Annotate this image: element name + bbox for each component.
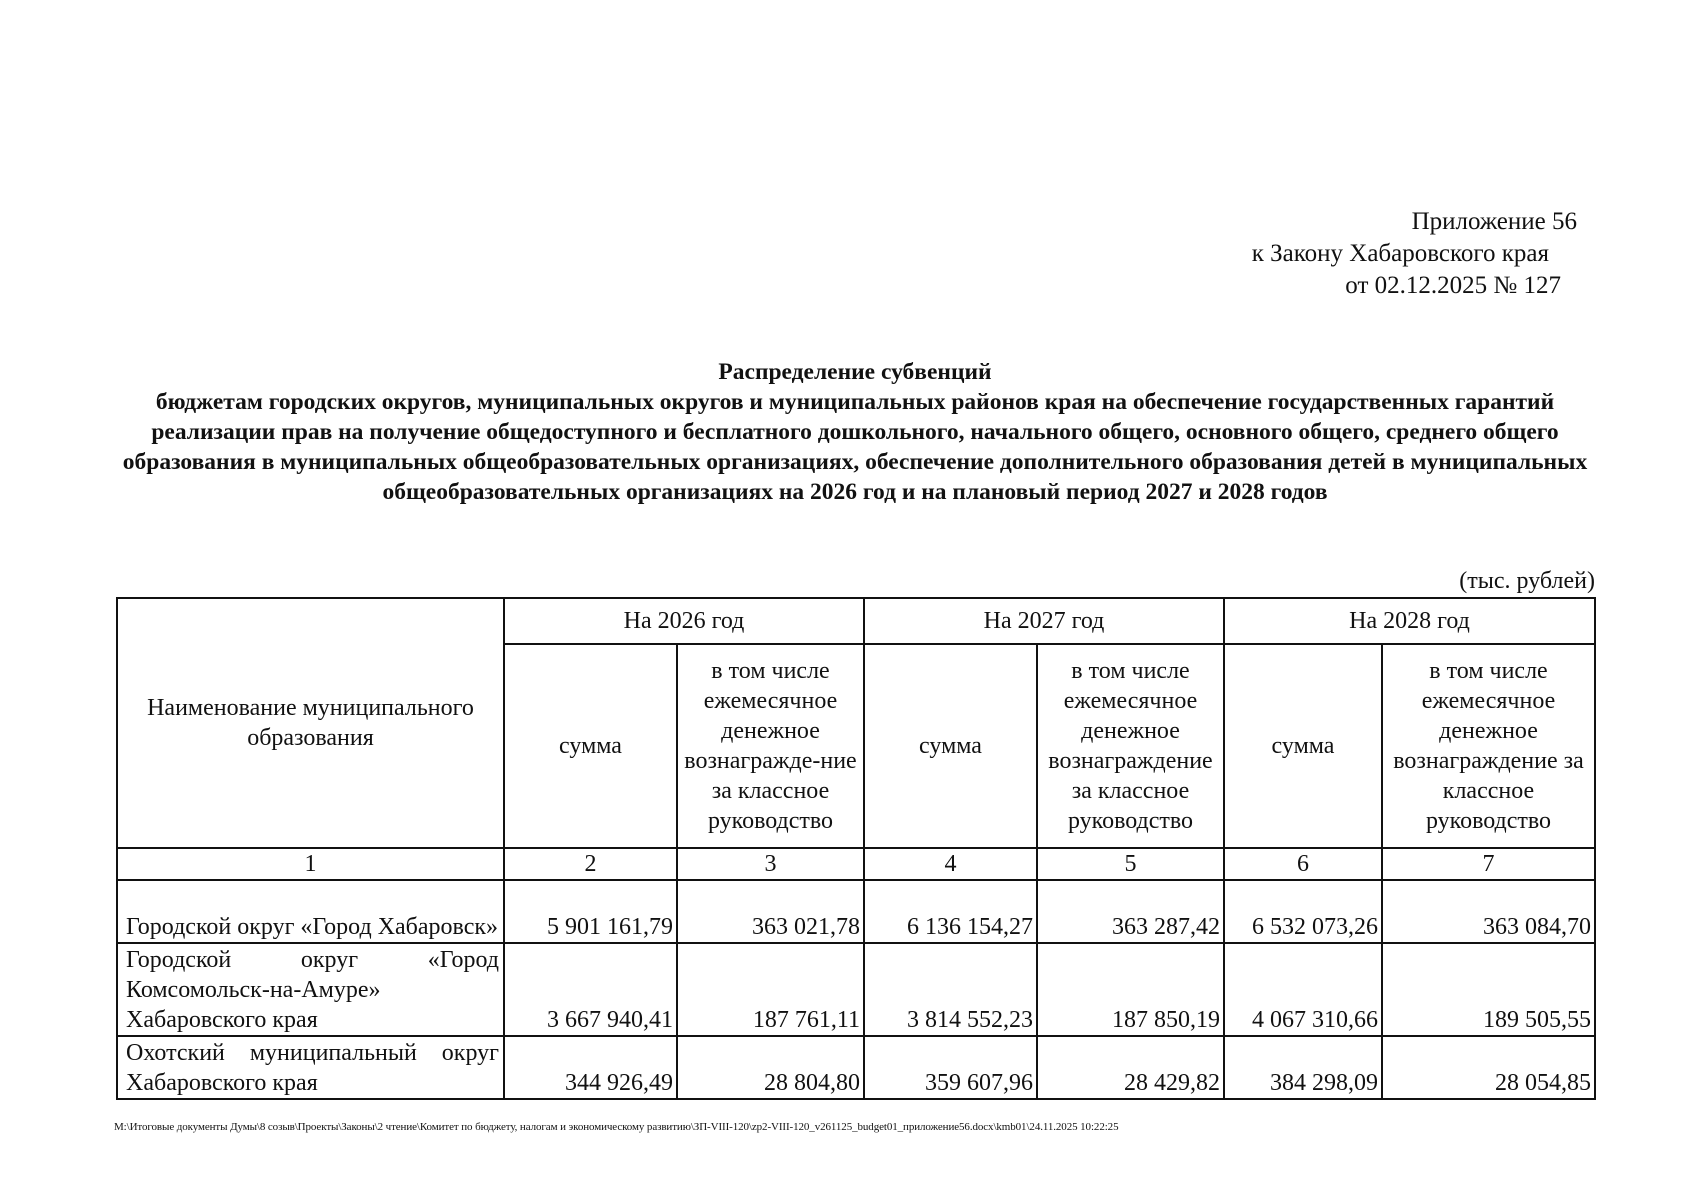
header-sum-2027: сумма — [864, 644, 1037, 848]
cell-incl-2028: 28 054,85 — [1382, 1036, 1595, 1099]
cell-incl-2026: 187 761,11 — [677, 943, 864, 1036]
appendix-block — [1057, 206, 1577, 302]
title-body: бюджетам городских округов, муниципальных округов и муниципальных районов края на обеспечение государственных гарантий реализации прав на получение общедоступного и бесплатного дошкольного, начального общего, основного общего, среднего общего образования в муниципальных общеобразовательных организациях, обеспечение дополнительного образования детей в муниципальных общеобразовательных организациях на 2026 год и на плановый период 2027 и 2028 годов — [122, 389, 1588, 505]
header-sum-2026: сумма — [504, 644, 677, 848]
title-head: Распределение субвенций — [718, 359, 992, 385]
header-incl-2028: в том числе ежемесячное денежное вознаграждение за классное руководство — [1382, 644, 1595, 848]
cell-sum-2026: 3 667 940,41 — [504, 943, 677, 1036]
cell-incl-2028: 363 084,70 — [1382, 880, 1595, 943]
column-number: 1 — [117, 848, 504, 880]
column-number: 7 — [1382, 848, 1595, 880]
table-row — [117, 943, 1595, 1036]
column-number: 4 — [864, 848, 1037, 880]
header-incl-2026: в том числе ежемесячное денежное вознагражде-ние за классное руководство — [677, 644, 864, 848]
header-incl-2027: в том числе ежемесячное денежное вознаграждение за классное руководство — [1037, 644, 1224, 848]
row-name: Городской округ «Город Хабаровск» — [117, 880, 504, 943]
cell-sum-2028: 6 532 073,26 — [1224, 880, 1382, 943]
row-name: Охотский муниципальный округ Хабаровского края — [117, 1036, 504, 1099]
header-sum-2028: сумма — [1224, 644, 1382, 848]
cell-sum-2027: 359 607,96 — [864, 1036, 1037, 1099]
cell-sum-2028: 4 067 310,66 — [1224, 943, 1382, 1036]
header-year-2028: На 2028 год — [1224, 598, 1595, 644]
column-number: 5 — [1037, 848, 1224, 880]
column-number: 3 — [677, 848, 864, 880]
cell-sum-2026: 344 926,49 — [504, 1036, 677, 1099]
document-title — [115, 357, 1595, 507]
file-path-footer: М:\Итоговые документы Думы\8 созыв\Проекты\Законы\2 чтение\Комитет по бюджету, налогам и экономическому развитию\ЗП-VIII-120\zp2-VIII-120_v261125_budget01_приложение56.docx\kmb01\24.11.2025 10:22:25 — [114, 1121, 1119, 1133]
column-number: 6 — [1224, 848, 1382, 880]
appendix-number: Приложение 56 — [1411, 208, 1577, 235]
cell-sum-2026: 5 901 161,79 — [504, 880, 677, 943]
column-numbers-row — [117, 848, 1595, 880]
cell-sum-2027: 6 136 154,27 — [864, 880, 1037, 943]
header-municipality: Наименование муниципального образования — [117, 598, 504, 848]
appendix-law: к Закону Хабаровского края — [1251, 240, 1549, 267]
cell-incl-2027: 187 850,19 — [1037, 943, 1224, 1036]
cell-sum-2027: 3 814 552,23 — [864, 943, 1037, 1036]
cell-incl-2027: 28 429,82 — [1037, 1036, 1224, 1099]
header-year-2027: На 2027 год — [864, 598, 1224, 644]
header-year-2026: На 2026 год — [504, 598, 864, 644]
subsidy-table — [116, 597, 1596, 1100]
appendix-date: от 02.12.2025 № 127 — [1345, 272, 1561, 299]
cell-sum-2028: 384 298,09 — [1224, 1036, 1382, 1099]
cell-incl-2026: 363 021,78 — [677, 880, 864, 943]
cell-incl-2026: 28 804,80 — [677, 1036, 864, 1099]
cell-incl-2027: 363 287,42 — [1037, 880, 1224, 943]
units-label: (тыс. рублей) — [1459, 568, 1595, 594]
table-row — [117, 880, 1595, 943]
table-row — [117, 1036, 1595, 1099]
row-name: Городской округ «Город Комсомольск-на-Амуре» Хабаровского края — [117, 943, 504, 1036]
column-number: 2 — [504, 848, 677, 880]
cell-incl-2028: 189 505,55 — [1382, 943, 1595, 1036]
